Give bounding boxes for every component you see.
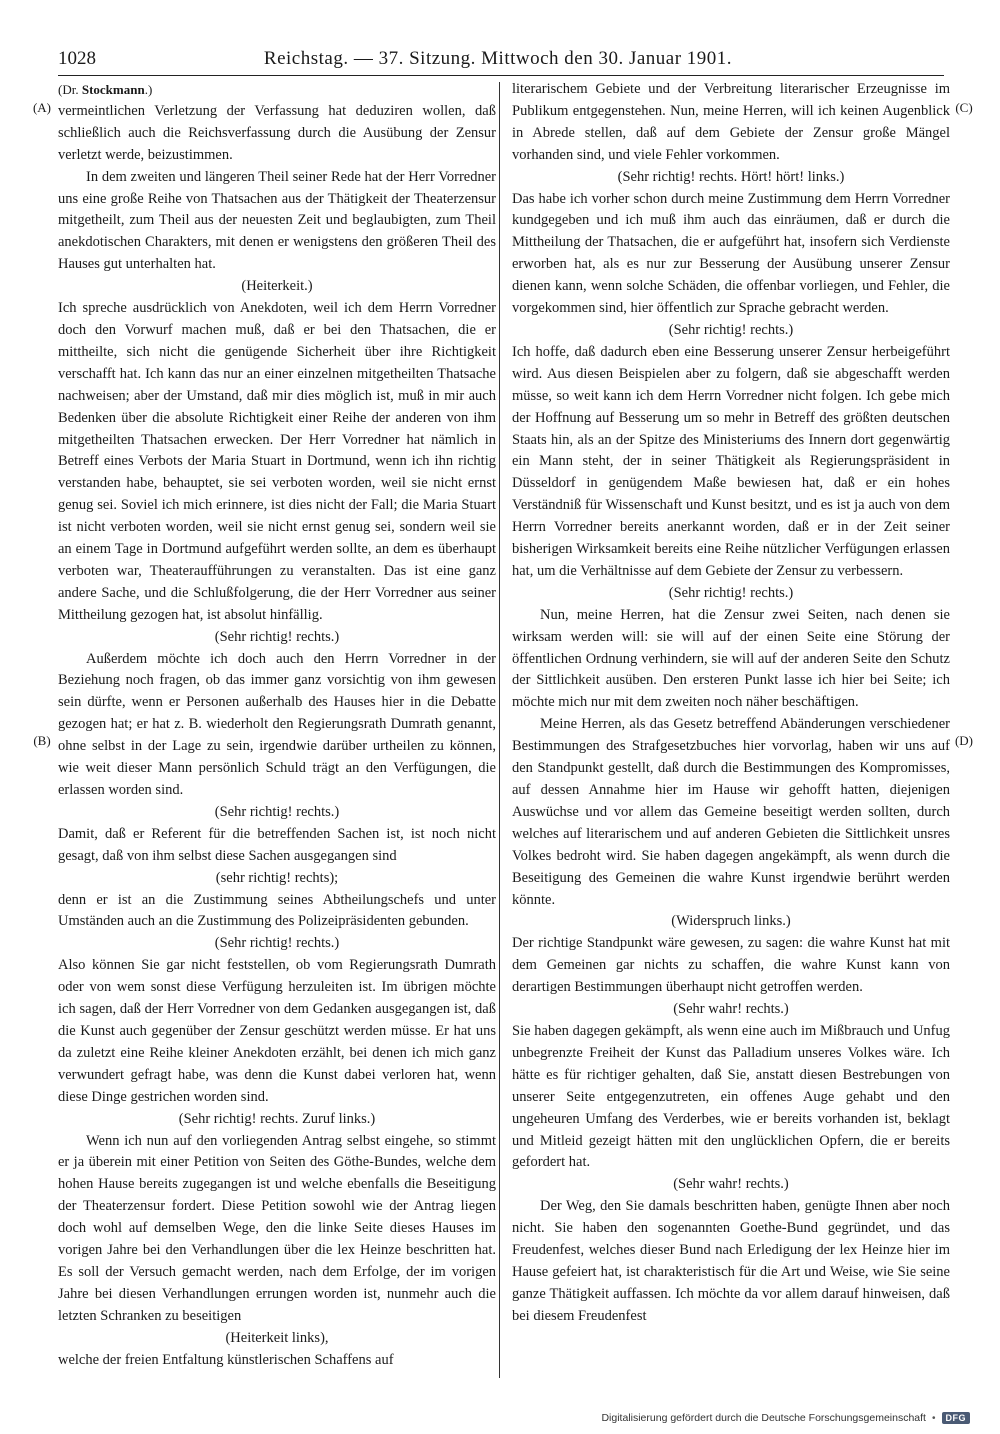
paragraph: Damit, daß er Referent für die betreffenden Sachen ist, ist noch nicht gesagt, daß von ihm selbst diese Sachen ausgegangen sind — [58, 825, 496, 864]
interjection: (Sehr richtig! rechts.) — [668, 584, 794, 601]
paragraph: Außerdem möchte ich doch auch den Herrn Vorredner in der Beziehung noch fragen, ob das immer ganz vorsichtig von ihm gewesen sein dürfte, wenn er Personen außerhalb des Hauses hier in die Debatte gezogen hat; er hat z. B. wiederholt den Regierungsrath Dumrath genannt, ohne selbst in der Lage zu sein, irgendwie darüber urtheilen zu können, wie weit dieser Mann persönlich Schuld trägt an den Verfügungen, die erlassen worden sind. — [58, 650, 496, 798]
interjection: (Widerspruch links.) — [671, 913, 791, 930]
paragraph: Der richtige Standpunkt wäre gewesen, zu sagen: die wahre Kunst hat mit dem Gemeinen gar nichts zu schaffen, die wahre Kunst kann von derartigen Bestimmungen überhaupt nicht getroffen werden. — [512, 935, 950, 996]
paragraph: Wenn ich nun auf den vorliegenden Antrag selbst eingehe, so stimmt er ja überein mit einer Petition von Seiten des Göthe-Bundes, welche dem hohen Hause bereits zugegangen ist und welche ebenfalls die Beseitigung der Theaterzensur fordert. Diese Petition sowohl wie der Antrag liegen doch wohl auf demselben Wege, den die linke Seite dieses Hauses im vorigen Jahre bei den Verhandlungen über die lex Heinze beschritten hat. Es soll der Versuch gemacht werden, nach dem Erfolge, der im vorigen Jahre bei diesen Verhandlungen errungen worden ist, nunmehr auch die letzten Schranken zu beseitigen — [58, 1132, 496, 1324]
page-title: Reichstag. — 37. Sitzung. Mittwoch den 30. Januar 1901. — [263, 48, 733, 69]
paragraph: Also können Sie gar nicht feststellen, ob vom Regierungsrath Dumrath oder von wem sonst diese Verfügung herzuleiten ist. Im übrigen möchte ich sagen, daß der Herr Vorredner von dem Gedanken ausgegangen ist, daß die Kunst auch gegenüber der Zensur geschützt werden müsse. Er hat uns da zuletzt eine Reihe kleiner Anekdoten erzählt, bei denen ich mich ganz verwundert gefragt habe, was denn die Kunst dabei verloren hat, wenn diese Dinge gestrichen worden sind. — [58, 957, 496, 1105]
interjection: (Sehr richtig! rechts.) — [214, 803, 340, 820]
column-divider — [499, 82, 500, 1378]
paragraph: Ich hoffe, daß dadurch eben eine Besserung unserer Zensur herbeigeführt wird. Aus diesen Beispielen aber zu folgern, daß sie abgeschafft werden müsse, so weit kann ich dem Herrn Vorredner nicht folgen. Ich gebe mich der Hoffnung auf Besserung um so mehr in Betreff des größten deutschen Staats hin, als an der Spitze des Ministeriums des Innern dort gegenwärtig ein Mann steht, der in seiner Thätigkeit als Regierungspräsident in Düsseldorf in genügendem Maße bewiesen hat, daß er ein hohes Verständniß für Wissenschaft und Kunst besitzt, und es ist ja auch von dem Herrn Vorredner bereits anerkannt worden, daß er in der Zeit seiner bisherigen Wirksamkeit bereits eine Reihe nützlicher Verfügungen erlassen hat, um die Verhältnisse auf dem Gebiete der Zensur zu verbessern. — [512, 343, 950, 579]
margin-label-c: (C) — [955, 100, 973, 115]
margin-label-d: (D) — [954, 733, 974, 748]
dfg-logo-icon: DFG — [942, 1412, 971, 1424]
paragraph: welche der freien Entfaltung künstlerischen Schaffens auf — [58, 1351, 394, 1368]
footer-separator: • — [931, 1412, 936, 1424]
header-rule — [58, 75, 944, 76]
paragraph: Meine Herren, als das Gesetz betreffend Abänderungen verschiedener Bestimmungen des Strafgesetzbuches hier vorvorlag, haben wir uns auf den Standpunkt gestellt, daß durch die Bestimmungen des Kompromisses, auf dessen Annahme hier im Hause wir gehofft hatten, diejenigen Auswüchse und vor allem das Gemeine beseitigt werden sollten, durch welches auf literarischem und auf anderen Gebieten die Sittlichkeit unsres Volkes bedroht wird. Sie haben dagegen angekämpft, als wenn durch die Beseitigung des Gemeinen die wahre Kunst irgendwie berührt werden könnte. — [512, 716, 950, 908]
interjection: (Heiterkeit links), — [225, 1329, 329, 1346]
paragraph: Ich spreche ausdrücklich von Anekdoten, weil ich dem Herrn Vorredner doch den Vorwurf machen muß, daß er bei den Thatsachen, die er mittheilte, sich nicht die genügende Sicherheit über ihre Richtigkeit verschafft hat. Ich kann das nur an einer einzelnen mitgetheilten Thatsache nachweisen; aber der Umstand, daß mir dies möglich ist, muß in mir auch Bedenken über die absolute Richtigkeit einer Reihe der anderen von ihm mitgetheilten Thatsachen erwecken. Der Herr Vorredner hat nämlich in Betreff eines Verbots der Maria Stuart in Dortmund, wenn ich ihn richtig verstanden habe, behauptet, sie sei verboten worden, weil sie nicht ernst genug sei. Soviel ich mich erinnere, ist dies nicht der Fall; die Maria Stuart ist nicht verboten worden, weil sie nicht ernst genug sei, sondern weil sie an einem Tage in Dortmund aufgeführt werden sollte, an dem es überhaupt verboten war, Theateraufführungen zu veranstalten. Das ist eine ganz andere Sache, und die Schlußfolgerung, die der Herr Vorredner aus seiner Mittheilung gezogen hat, ist absolut hinfällig. — [58, 300, 496, 623]
interjection: (Sehr richtig! rechts. Zuruf links.) — [178, 1110, 376, 1127]
interjection: (Sehr wahr! rechts.) — [673, 1176, 789, 1193]
margin-label-a: (A) — [32, 100, 52, 115]
paragraph: denn er ist an die Zustimmung seines Abtheilungschefs und unter Umständen auch an die Zustimmung des Polizeipräsidenten gebunden. — [58, 891, 496, 930]
page-header — [58, 44, 938, 74]
paragraph: literarischem Gebiete und der Verbreitung literarischer Erzeugnisse im Publikum entgegenstehen. Nun, meine Herren, will ich keinen Augenblick in Abrede stellen, daß auf dem Gebiete der Zensur große Mängel vorhanden sind, und viele Fehler vorkommen. — [512, 81, 950, 163]
paragraph: Nun, meine Herren, hat die Zensur zwei Seiten, nach denen sie wirksam werden will: sie will auf der einen Seite eine Störung der öffentlichen Ordnung verhindern, sie will auf der anderen Seite den Schutz der Sittlichkeit ausüben. Den ersteren Punkt lasse ich hier bei Seite; ich möchte mich nur mit dem zweiten noch näher beschäftigen. — [512, 606, 950, 711]
footer — [601, 1408, 970, 1428]
page-number: 1028 — [58, 48, 96, 69]
interjection: (Sehr richtig! rechts. Hört! hört! links.) — [617, 168, 845, 185]
interjection: (Sehr richtig! rechts.) — [214, 628, 340, 645]
paragraph: Das habe ich vorher schon durch meine Zustimmung dem Herrn Vorredner kundgegeben und ich muß ihm auch das einräumen, daß er durch die Mittheilung der Thatsachen, die er aufgeführt hat, insofern sich Verdienste erworben hat, als es nur zur Besserung der Ausübung unserer Zensur dienen kann, wenn solche Schäden, die offenbar vorliegen, und Fehler, die vorgekommen sind, hier öffentlich zur Sprache gebracht werden. — [512, 190, 950, 317]
speaker-label — [58, 79, 496, 101]
paragraph: Der Weg, den Sie damals beschritten haben, genügte Ihnen aber noch nicht. Sie haben den sogenannten Goethe-Bund gegründet, und das Freudenfest, welches dieser Bund nach Erledigung der lex Heinze hier im Hause gefeiert hat, ist charakteristisch für die Art und Weise, wie Sie seine ganze Thätigkeit auffassen. Ich möchte da vor allem darauf hinweisen, daß bei diesem Freudenfest — [512, 1198, 950, 1324]
speaker-suffix: .) — [144, 82, 153, 97]
margin-label-b: (B) — [33, 733, 51, 748]
paragraph: Sie haben dagegen gekämpft, als wenn eine auch im Mißbrauch und Unfug unbegrenzte Freiheit der Kunst das Palladium unseres Volkes wäre. Ich hätte es für richtiger gehalten, daß Sie, anstatt diesen Bestrebungen von unserer Seite entgegenzutreten, ein offenes Auge gehabt und den ungeheuren Umfang des Verderbes, wie er bereits vorhanden ist, beklagt und Mitleid gezeigt hätten mit den unglücklichen Opfern, die er bereits gefordert hat. — [512, 1022, 950, 1171]
interjection: (Sehr richtig! rechts.) — [214, 935, 340, 952]
interjection: (Sehr richtig! rechts.) — [668, 321, 794, 338]
interjection: (sehr richtig! rechts); — [215, 869, 339, 886]
speaker-prefix: (Dr. — [58, 82, 82, 97]
left-column — [58, 79, 496, 1377]
interjection: (Heiterkeit.) — [241, 278, 313, 295]
interjection: (Sehr wahr! rechts.) — [673, 1001, 789, 1018]
paragraph: In dem zweiten und längeren Theil seiner Rede hat der Herr Vorredner uns eine große Reihe von Thatsachen aus der Thätigkeit der Theaterzensur mitgetheilt, zum Theil aus der neuesten Zeit und beglaubigten, zum Theil anekdotischen Charakters, mit denen er wenigstens den größeren Theil des Hauses gut unterhalten hat. — [58, 168, 496, 273]
footer-credit: Digitalisierung gefördert durch die Deutsche Forschungsgemeinschaft — [601, 1412, 926, 1424]
right-column — [512, 79, 950, 1377]
paragraph: vermeintlichen Verletzung der Verfassung hat deduziren wollen, daß schließlich auch die Reichsverfassung durch die Ausübung der Zensur verletzt werde, beizustimmen. — [58, 102, 496, 163]
speaker-name: Stockmann — [81, 82, 145, 97]
